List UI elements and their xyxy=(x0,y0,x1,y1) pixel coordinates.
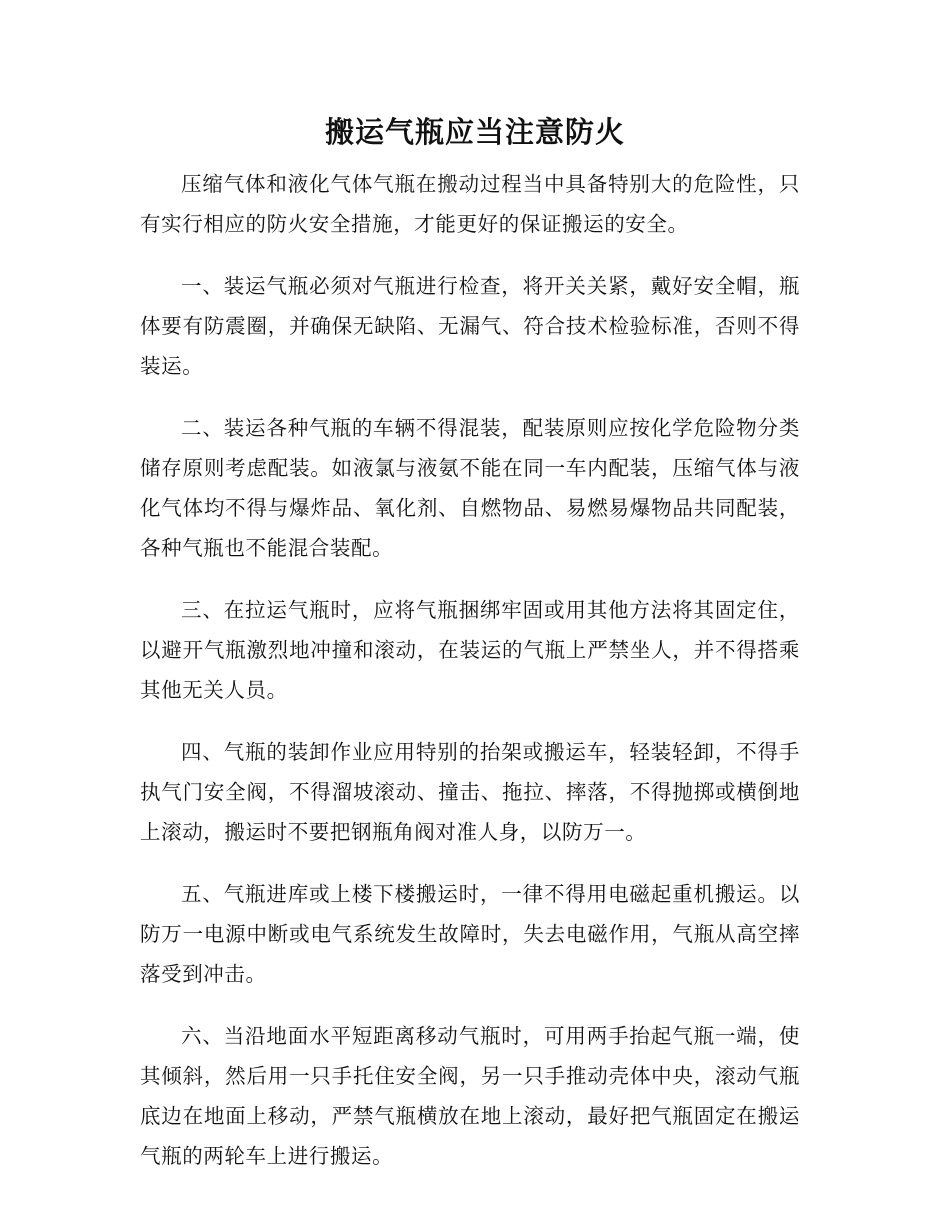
paragraph-item-5: 五、气瓶进库或上楼下楼搬运时，一律不得用电磁起重机搬运。以防万一电源中断或电气系统发生故障时，失去电磁作用，气瓶从高空摔落受到冲击。 xyxy=(140,882,800,986)
paragraph-item-2: 二、装运各种气瓶的车辆不得混装，配装原则应按化学危险物分类储存原则考虑配装。如液氯与液氨不能在同一车内配装，压缩气体与液化气体均不得与爆炸品、氧化剂、自燃物品、易燃易爆物品共同配装，各种气瓶也不能混合装配。 xyxy=(140,416,800,560)
document-body xyxy=(140,164,800,1198)
paragraph-item-3: 三、在拉运气瓶时，应将气瓶捆绑牢固或用其他方法将其固定住，以避开气瓶激烈地冲撞和滚动，在装运的气瓶上严禁坐人，并不得搭乘其他无关人员。 xyxy=(140,598,800,702)
paragraph-item-6: 六、当沿地面水平短距离移动气瓶时，可用两手抬起气瓶一端，使其倾斜，然后用一只手托住安全阀，另一只手推动壳体中央，滚动气瓶底边在地面上移动，严禁气瓶横放在地上滚动，最好把气瓶固定在搬运气瓶的两轮车上进行搬运。 xyxy=(140,1024,800,1168)
paragraph-intro: 压缩气体和液化气体气瓶在搬动过程当中具备特别大的危险性，只有实行相应的防火安全措施，才能更好的保证搬运的安全。 xyxy=(140,172,800,236)
document-title: 搬运气瓶应当注意防火 xyxy=(324,115,625,149)
paragraph-item-1: 一、装运气瓶必须对气瓶进行检查，将开关关紧，戴好安全帽，瓶体要有防震圈，并确保无缺陷、无漏气、符合技术检验标准，否则不得装运。 xyxy=(140,274,800,378)
paragraph-item-4: 四、气瓶的装卸作业应用特别的抬架或搬运车，轻装轻卸，不得手执气门安全阀，不得溜坡滚动、撞击、拖拉、摔落，不得抛掷或横倒地上滚动，搬运时不要把钢瓶角阀对准人身，以防万一。 xyxy=(140,740,800,844)
